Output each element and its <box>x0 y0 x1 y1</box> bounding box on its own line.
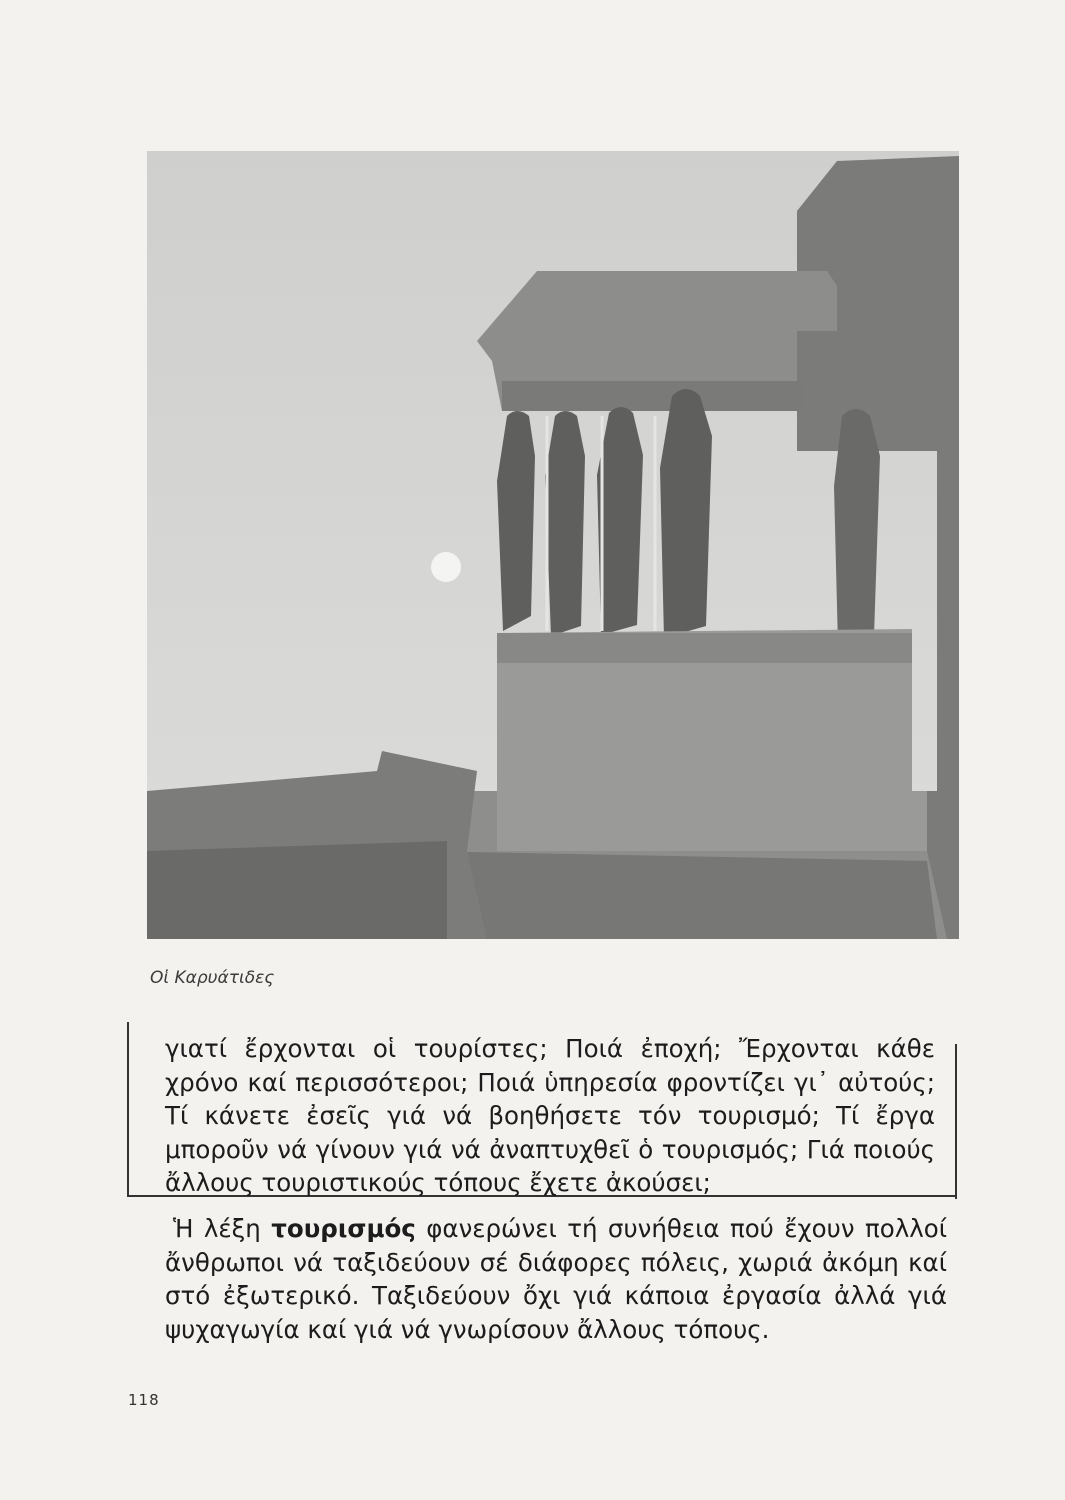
photo-caption: Οἱ Καρυάτιδες <box>150 968 275 988</box>
body-text-start: Ἡ λέξη <box>173 1214 272 1243</box>
body-text-rest: φανερώνει τή συνήθεια πού ἔχουν πολλοί ἄνθρωποι νά ταξιδεύουν σέ διάφορες πόλεις, χωριά ἀκόμη καί στό ἐξωτερικό. Ταξιδεύουν ὄχι γιά κάποια ἐργασία ἀλλά γιά ψυχαγωγία καί γιά νά γνωρίσουν ἄλλους τόπους. <box>165 1214 947 1344</box>
body-paragraph <box>165 1212 947 1346</box>
question-paragraph: γιατί ἔρχονται οἱ τουρίστες; Ποιά ἐποχή; Ἔρχονται κάθε χρόνο καί περισσότεροι; Ποιά ὑπηρεσία φροντίζει γι᾽ αὐτούς; Τί κάνετε ἐσεῖς γιά νά βοηθήσετε τόν τουρισμό; Τί ἔργα μποροῦν νά γίνουν γιά νά ἀναπτυχθεῖ ὁ τουρισμός; Γιά ποιούς ἄλλους τουριστικούς τόπους ἔχετε ἀκούσει; <box>165 1034 935 1197</box>
keyword-tourism: τουρισμός <box>271 1214 416 1243</box>
page-number: 118 <box>128 1391 160 1409</box>
caryatids-photo <box>147 151 959 939</box>
